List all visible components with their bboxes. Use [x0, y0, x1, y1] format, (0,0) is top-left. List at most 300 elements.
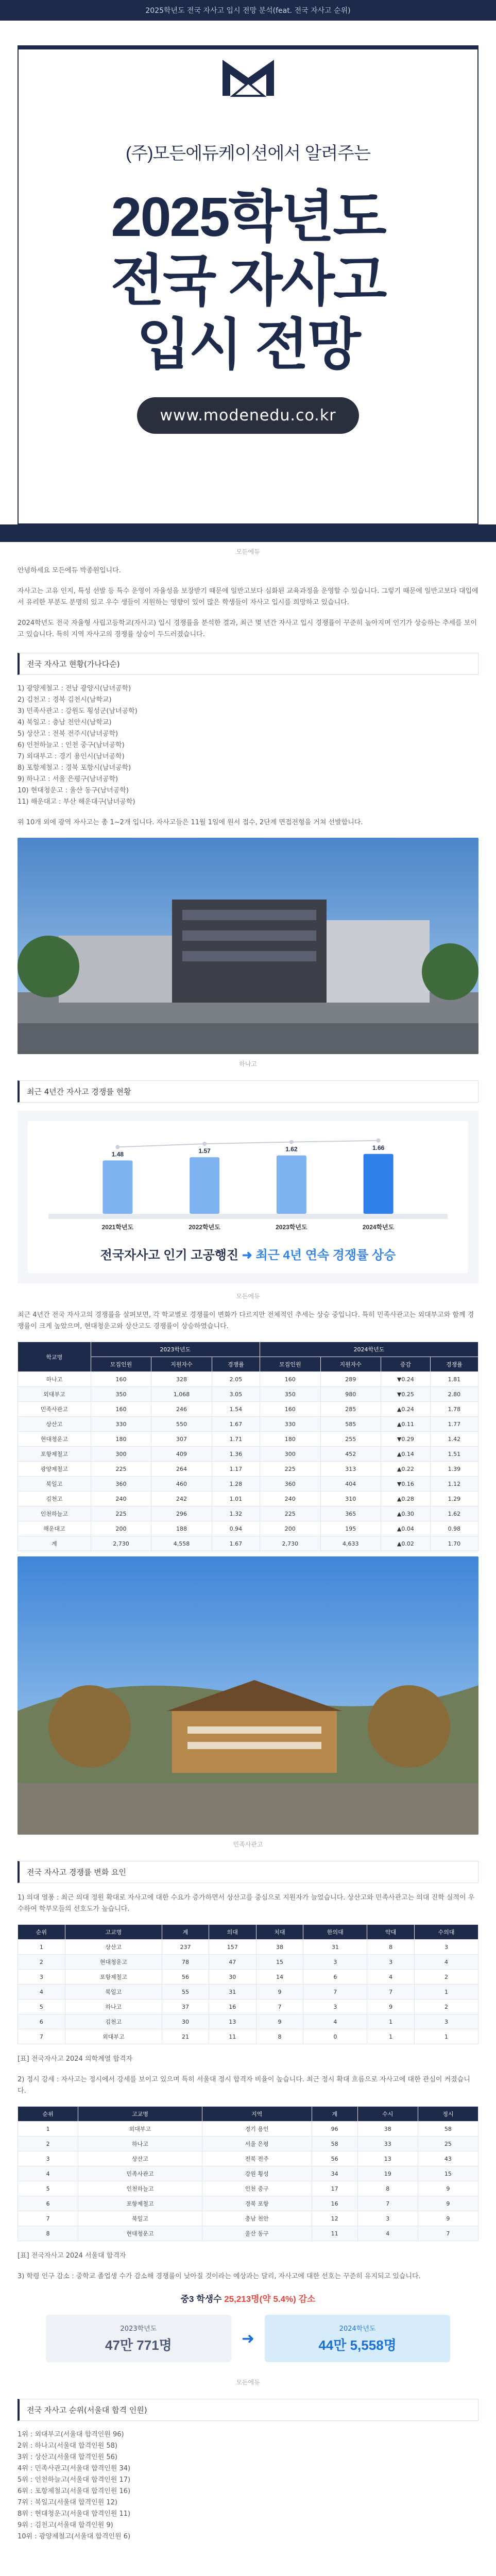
table-cell: ▼0.29 [381, 1432, 431, 1447]
table-header: 한의대 [303, 1925, 367, 1940]
table-header: 고교명 [65, 1925, 162, 1940]
table-cell: 0.94 [212, 1521, 260, 1536]
table-cell: 13 [357, 2151, 418, 2166]
table-cell: 울산 동구 [202, 2226, 312, 2241]
chart-trend-point [202, 1142, 207, 1146]
table-cell: ▲0.28 [381, 1492, 431, 1506]
chart-bar [364, 1154, 394, 1214]
table-cell: 980 [320, 1387, 381, 1402]
chart-caption: 모든에듀 [236, 1293, 260, 1300]
table-cell: 하나고 [65, 1999, 162, 2014]
table-cell: 1.32 [212, 1506, 260, 1521]
table-cell: 30 [209, 1970, 256, 1985]
table-cell: 1.28 [212, 1477, 260, 1492]
table-row [18, 2196, 478, 2211]
intro-greeting: 안녕하세요 모든에듀 박종원입니다. [18, 567, 121, 574]
table-cell: 경북 포항 [202, 2196, 312, 2211]
table-cell: 157 [209, 1940, 256, 1955]
table-cell: 1 [367, 2014, 415, 2029]
table-cell: 9 [256, 2014, 303, 2029]
table-row [18, 2137, 478, 2151]
factor-paragraph-3: 3) 학령 인구 감소 : 중학교 졸업생 수가 감소해 경쟁률이 낮아질 것이라는 예상과는 달리, 자사고에 대한 선호는 꾸준히 유지되고 있습니다. [18, 2273, 421, 2280]
table-cell: 240 [260, 1492, 321, 1506]
table-cell: 17 [312, 2181, 357, 2196]
list-item: 9) 하나고 : 서울 은평구(남녀공학) [18, 775, 118, 783]
table-cell: ▲0.11 [381, 1417, 431, 1432]
table-row [18, 1417, 478, 1432]
competition-bar-chart [28, 1126, 468, 1234]
snu-table-caption: [표] 전국자사고 2024 서울대 합격자 [18, 2252, 126, 2260]
table-group-header: 2024학년도 [260, 1342, 478, 1357]
chart-trend-point [377, 1139, 381, 1143]
chart-headline [28, 1236, 468, 1273]
table-cell: 1.17 [212, 1462, 260, 1477]
table-cell: ▼0.16 [381, 1477, 431, 1492]
table-cell: 47 [209, 1955, 256, 1970]
table-cell: 1.54 [212, 1402, 260, 1417]
table-header: 증감 [381, 1357, 431, 1372]
table-cell: 1 [18, 2122, 78, 2137]
student-count-old [46, 2315, 231, 2362]
table-header: 학교명 [18, 1342, 91, 1372]
table-cell: 현대청운고 [18, 1432, 91, 1447]
chart-headline-arrow: ➜ [242, 1248, 252, 1262]
table-cell: 2 [18, 2137, 78, 2151]
table-cell: 현대청운고 [65, 1955, 162, 1970]
table-cell: 김천고 [18, 1492, 91, 1506]
table-cell: 4,558 [151, 1536, 212, 1551]
table-cell: ▲0.04 [381, 1521, 431, 1536]
table-row [18, 2211, 478, 2226]
table-cell: 2 [415, 1999, 478, 2014]
table-cell: 김천고 [65, 2014, 162, 2029]
table-row [18, 2151, 478, 2166]
table-header: 정시 [418, 2107, 478, 2122]
hero-title [19, 185, 477, 377]
table-cell: 포항제철고 [65, 1970, 162, 1985]
table-cell: 7 [367, 1985, 415, 1999]
competition-table-body [18, 1372, 478, 1551]
table-cell: 330 [91, 1417, 151, 1432]
medical-table-body [18, 1940, 478, 2044]
student-count-compare [18, 2315, 478, 2362]
table-cell: 225 [91, 1462, 151, 1477]
table-cell: 1.67 [212, 1417, 260, 1432]
table-cell: 전북 전주 [202, 2151, 312, 2166]
table-cell: 78 [162, 1955, 209, 1970]
table-cell: 3 [303, 1955, 367, 1970]
table-cell: 인천 중구 [202, 2181, 312, 2196]
table-cell: 460 [151, 1477, 212, 1492]
table-cell: ▲0.02 [381, 1536, 431, 1551]
table-cell: 225 [91, 1506, 151, 1521]
table-cell: 1.29 [430, 1492, 478, 1506]
section1-note: 위 10개 외에 광역 자사고는 총 1~2개 입니다. 자사고들은 11월 1일에 원서 접수, 2단계 면접전형을 거쳐 선발합니다. [18, 819, 363, 826]
school-photo-minsa [18, 1556, 478, 1835]
table-cell: 242 [151, 1492, 212, 1506]
table-cell: 14 [256, 1970, 303, 1985]
hero-frame [18, 45, 478, 524]
chart-category-label: 2022학년도 [189, 1224, 220, 1231]
competition-chart-card [18, 1111, 478, 1283]
chart-data-label: 1.66 [372, 1144, 385, 1151]
table-cell: 계 [18, 1536, 91, 1551]
student-count-new [265, 2315, 450, 2362]
hero-kicker: (주)모든에듀케이션에서 알려주는 [126, 144, 370, 163]
table-cell: 160 [260, 1372, 321, 1387]
table-cell: 충남 천안 [202, 2211, 312, 2226]
table-cell: ▲0.24 [381, 1402, 431, 1417]
school-campus-image [18, 1556, 478, 1835]
table-header: 계 [312, 2107, 357, 2122]
table-header: 순위 [18, 2107, 78, 2122]
table-cell: 1.81 [430, 1372, 478, 1387]
table-cell: 하나고 [78, 2137, 202, 2151]
table-cell: 160 [260, 1402, 321, 1417]
table-row [18, 1462, 478, 1477]
list-item: 5) 상산고 : 전북 전주시(남녀공학) [18, 730, 118, 738]
list-item: 6) 인천하늘고 : 인천 중구(남녀공학) [18, 741, 125, 749]
table-cell: 외대부고 [18, 1387, 91, 1402]
table-cell: 북일고 [78, 2211, 202, 2226]
jumping-students-illustration [18, 2548, 478, 2576]
table-cell: 1.51 [430, 1447, 478, 1462]
table-cell: 225 [260, 1462, 321, 1477]
table-row [18, 1372, 478, 1387]
chart-category-label: 2021학년도 [101, 1224, 134, 1231]
table-cell: 4 [303, 2014, 367, 2029]
list-item: 11) 해운대고 : 부산 해운대구(남녀공학) [18, 798, 135, 806]
table-cell: 3 [18, 1970, 65, 1985]
student-count-accent: 25,213명(약 5.4%) 감소 [224, 2294, 316, 2304]
table-cell: 11 [209, 2029, 256, 2044]
table-cell: 4 [18, 1985, 65, 1999]
section-title-competition: 최근 4년간 자사고 경쟁률 현황 [18, 1080, 478, 1103]
table-cell: 1.77 [430, 1417, 478, 1432]
table-cell: 9 [418, 2211, 478, 2226]
table-row [18, 1506, 478, 1521]
table-cell: 13 [209, 2014, 256, 2029]
table-cell: 8 [18, 2226, 78, 2241]
chart-floor [48, 1214, 448, 1219]
table-cell: ▲0.30 [381, 1506, 431, 1521]
table-row [18, 1999, 478, 2014]
table-cell: 56 [312, 2151, 357, 2166]
school-list [18, 683, 478, 808]
table-cell: 3 [367, 1955, 415, 1970]
table-cell: 310 [320, 1492, 381, 1506]
table-cell: 3 [415, 2014, 478, 2029]
table-row [18, 2166, 478, 2181]
table-header: 의대 [209, 1925, 256, 1940]
section-title-status: 전국 자사고 현황(가나다순) [18, 653, 478, 675]
list-item: 10) 현대청운고 : 울산 동구(남녀공학) [18, 787, 129, 794]
table-cell: 1.39 [430, 1462, 478, 1477]
hero-caption: 모든에듀 [236, 548, 260, 555]
table-cell: 360 [91, 1477, 151, 1492]
table-cell: 북일고 [18, 1477, 91, 1492]
table-header: 지원자수 [151, 1357, 212, 1372]
list-item: 6위 : 포항제철고(서울대 합격인원 16) [18, 2487, 131, 2495]
table-cell: 30 [162, 2014, 209, 2029]
table-cell: 21 [162, 2029, 209, 2044]
stat-number: 47만 771명 [105, 2337, 172, 2353]
table-cell: 민족사관고 [18, 1402, 91, 1417]
table-cell: 1.42 [430, 1432, 478, 1447]
top-title-bar [0, 0, 496, 21]
table-header: 약대 [367, 1925, 415, 1940]
chart-inner [28, 1121, 468, 1273]
table-cell: 4,633 [320, 1536, 381, 1551]
table-header: 지역 [202, 2107, 312, 2122]
table-cell: 409 [151, 1447, 212, 1462]
factor-paragraph-2: 2) 정시 강세 : 자사고는 정시에서 강세를 보이고 있으며 특히 서울대 정시 합격자 비율이 높습니다. 최근 정시 확대 흐름으로 자사고에 대한 관심이 커졌습니다. [18, 2076, 470, 2095]
list-item: 8위 : 현대청운고(서울대 합격인원 11) [18, 2510, 131, 2518]
table-cell: 해운대고 [18, 1521, 91, 1536]
table-row [18, 2226, 478, 2241]
table-cell: 200 [91, 1521, 151, 1536]
table-cell: 인천하늘고 [18, 1506, 91, 1521]
table-cell: 180 [260, 1432, 321, 1447]
table-cell: 160 [91, 1402, 151, 1417]
stat-caption: 모든에듀 [236, 2379, 260, 2386]
table-cell: 1 [367, 2029, 415, 2044]
table-row [18, 2181, 478, 2196]
intro-paragraph-2: 2024학년도 전국 자율형 사립고등학교(자사고) 입시 경쟁률을 분석한 결과, 최근 몇 년간 자사고 입시 경쟁률이 꾸준히 높아지며 인기가 상승하는 추세를 보이고 있습니다. 특히 지역 자사고의 경쟁률 상승이 두드러졌습니다. [18, 619, 477, 638]
table-row [18, 1492, 478, 1506]
table-header: 지원자수 [320, 1357, 381, 1372]
table-cell: 7 [418, 2226, 478, 2241]
list-item: 8) 포항제철고 : 경북 포항시(남녀공학) [18, 764, 131, 772]
chart-trend-point [289, 1140, 294, 1144]
list-item: 9위 : 김천고(서울대 합격인원 9) [18, 2521, 113, 2529]
table-cell: 55 [162, 1985, 209, 1999]
competition-table [18, 1342, 478, 1551]
table-cell: 1.62 [430, 1506, 478, 1521]
table-cell: ▲0.22 [381, 1462, 431, 1477]
table-cell: 0.98 [430, 1521, 478, 1536]
school-photo-hana [18, 838, 478, 1054]
table-cell: 9 [418, 2181, 478, 2196]
table-cell: 외대부고 [78, 2122, 202, 2137]
section-title-ranking: 전국 자사고 순위(서울대 합격 인원) [18, 2399, 478, 2421]
photo-caption-minsa: 민족사관고 [233, 1841, 263, 1848]
table-cell: 2,730 [260, 1536, 321, 1551]
stat-year: 2023학년도 [120, 2325, 157, 2333]
list-item: 1) 광양제철고 : 전남 광양시(남녀공학) [18, 685, 131, 692]
table-cell: 264 [151, 1462, 212, 1477]
table-cell: 19 [357, 2166, 418, 2181]
table-cell: 237 [162, 1940, 209, 1955]
table-cell: 1 [18, 1940, 65, 1955]
snu-table-body [18, 2122, 478, 2241]
table-cell: 43 [418, 2151, 478, 2166]
table-header: 수시 [357, 2107, 418, 2122]
table-cell: 외대부고 [65, 2029, 162, 2044]
table-cell: 1.70 [430, 1536, 478, 1551]
chart-bar [102, 1160, 132, 1214]
table-cell: 300 [91, 1447, 151, 1462]
table-row [18, 1955, 478, 1970]
brand-logo-icon [217, 55, 279, 101]
ranking-list [18, 2429, 478, 2543]
table-cell: 6 [303, 1970, 367, 1985]
table-cell: 1,068 [151, 1387, 212, 1402]
table-cell: 240 [91, 1492, 151, 1506]
table-row [18, 1387, 478, 1402]
table-cell: 8 [256, 2029, 303, 2044]
table-cell: 5 [18, 2181, 78, 2196]
table-cell: 585 [320, 1417, 381, 1432]
table-header: 순위 [18, 1925, 65, 1940]
table-cell: 포항제철고 [18, 1447, 91, 1462]
table-cell: 246 [151, 1402, 212, 1417]
table-cell: 452 [320, 1447, 381, 1462]
table-cell: 1.12 [430, 1477, 478, 1492]
table-cell: 3 [303, 1999, 367, 2014]
table-row [18, 1447, 478, 1462]
table-cell: 1.67 [212, 1536, 260, 1551]
table-header: 모집인원 [91, 1357, 151, 1372]
table-cell: 7 [18, 2029, 65, 2044]
list-item: 7) 외대부고 : 경기 용인시(남녀공학) [18, 753, 125, 760]
table-cell: 7 [18, 2211, 78, 2226]
list-item: 10위 : 광양제철고(서울대 합격인원 6) [18, 2533, 131, 2540]
table-cell: 34 [312, 2166, 357, 2181]
table-cell: 7 [256, 1999, 303, 2014]
table-cell: 33 [357, 2137, 418, 2151]
table-cell: 하나고 [18, 1372, 91, 1387]
list-item: 5위 : 인천하늘고(서울대 합격인원 17) [18, 2476, 131, 2484]
snu-table [18, 2106, 478, 2241]
table-cell: 188 [151, 1521, 212, 1536]
table-cell: ▼0.24 [381, 1372, 431, 1387]
table-row [18, 1970, 478, 1985]
table-header: 모집인원 [260, 1357, 321, 1372]
table-cell: 160 [91, 1372, 151, 1387]
table-cell: 365 [320, 1506, 381, 1521]
table-row [18, 1402, 478, 1417]
table-cell: 1.36 [212, 1447, 260, 1462]
table-cell: 2.80 [430, 1387, 478, 1402]
table-cell: 2,730 [91, 1536, 151, 1551]
table-cell: 296 [151, 1506, 212, 1521]
table-cell: 현대청운고 [78, 2226, 202, 2241]
hero-title-line3: 입시 전망 [136, 313, 360, 376]
list-item: 2) 김천고 : 경북 김천시(남학교) [18, 696, 112, 704]
table-cell: 225 [260, 1506, 321, 1521]
table-cell: 330 [260, 1417, 321, 1432]
table-cell: 37 [162, 1999, 209, 2014]
table-cell: 307 [151, 1432, 212, 1447]
table-cell: 1.78 [430, 1402, 478, 1417]
table-cell: 4 [18, 2166, 78, 2181]
student-count-prefix: 중3 학생수 [180, 2294, 225, 2304]
table-cell: 6 [18, 2014, 65, 2029]
table-cell: 1 [415, 2029, 478, 2044]
hero-url-badge[interactable]: www.modenedu.co.kr [137, 397, 358, 434]
table-cell: 4 [357, 2226, 418, 2241]
intro-paragraph-1: 자사고는 고유 인지, 특성 선발 등 특수 운영이 자율성을 보장받기 때문에 일반고보다 심화된 교육과정을 운영할 수 있습니다. 그렇기 때문에 일반고보다 대입에서 유리한 부분도 분명히 있고 우수 생들이 지원하는 영향이 있어 많은 학생들이 자사고 입시를 희망하고 있습니다. [18, 587, 478, 606]
table-cell: 285 [320, 1402, 381, 1417]
table-cell: 96 [312, 2122, 357, 2137]
table-cell: 4 [367, 1970, 415, 1985]
table-row [18, 2029, 478, 2044]
table-cell: 경기 용인 [202, 2122, 312, 2137]
table-cell: 25 [418, 2137, 478, 2151]
factor-paragraph-1: 1) 의대 열풍 : 최근 의대 정원 확대로 자사고에 대한 수요가 증가하면서 상산고를 중심으로 지원자가 늘었습니다. 상산고와 민족사관고는 의대 진학 실적이 우수하여 학부모들의 선호도가 높습니다. [18, 1894, 475, 1913]
stat-year: 2024학년도 [339, 2325, 376, 2333]
chart-category-label: 2023학년도 [276, 1224, 307, 1231]
table-cell: 상산고 [65, 1940, 162, 1955]
table-cell: 7 [303, 1985, 367, 1999]
table-header: 경쟁률 [212, 1357, 260, 1372]
table-row [18, 1536, 478, 1551]
stat-number: 44만 5,558명 [318, 2337, 397, 2353]
table-row [18, 2122, 478, 2137]
table-cell: 1 [415, 1985, 478, 1999]
section2-paragraph: 최근 4년간 전국 자사고의 경쟁률을 살펴보면, 각 학교별로 경쟁률이 변화가 다르지만 전체적인 추세는 상승 중입니다. 특히 민족사관고는 외대부고와 함께 경쟁률이 크게 높았으며, 현대청운고와 상산고도 경쟁률이 상승하였습니다. [18, 1311, 474, 1330]
table-cell: 58 [312, 2137, 357, 2151]
medical-table [18, 1924, 478, 2044]
table-cell: 11 [312, 2226, 357, 2241]
table-cell: 1.01 [212, 1492, 260, 1506]
list-item: 4위 : 민족사관고(서울대 합격인원 34) [18, 2465, 131, 2472]
table-row [18, 1432, 478, 1447]
table-header: 계 [162, 1925, 209, 1940]
table-cell: 15 [418, 2166, 478, 2181]
table-row [18, 1477, 478, 1492]
school-building-image [18, 838, 478, 1054]
table-cell: 1.71 [212, 1432, 260, 1447]
table-row [18, 1985, 478, 1999]
hero-title-line2: 전국 자사고 [110, 249, 386, 312]
section-title-factors: 전국 자사고 경쟁률 변화 요인 [18, 1861, 478, 1883]
table-cell: 38 [357, 2122, 418, 2137]
table-cell: 300 [260, 1447, 321, 1462]
table-cell: 상산고 [18, 1417, 91, 1432]
table-cell: 350 [260, 1387, 321, 1402]
hero-banner [0, 21, 496, 556]
table-cell: 민족사관고 [78, 2166, 202, 2181]
hero-title-line1: 2025학년도 [111, 185, 385, 248]
top-title-text: 2025학년도 전국 자사고 입시 전망 분석(feat. 전국 자사고 순위) [145, 7, 351, 15]
table-cell: 360 [260, 1477, 321, 1492]
list-item: 4) 북일고 : 충남 천안시(남학교) [18, 719, 112, 726]
table-cell: 200 [260, 1521, 321, 1536]
article-body [0, 565, 496, 2576]
photo-caption-hana: 하나고 [239, 1060, 257, 1067]
table-cell: 9 [367, 1999, 415, 2014]
list-item: 1위 : 외대부고(서울대 합격인원 96) [18, 2431, 124, 2438]
table-header: 고교명 [78, 2107, 202, 2122]
chart-trend-line [117, 1141, 378, 1147]
chart-bar [190, 1157, 219, 1214]
table-cell: 광양제철고 [18, 1462, 91, 1477]
student-count-title [18, 2292, 478, 2304]
list-item: 3위 : 상산고(서울대 합격인원 56) [18, 2453, 118, 2461]
table-cell: 31 [209, 1985, 256, 1999]
chart-bar [277, 1156, 306, 1214]
table-cell: 12 [312, 2211, 357, 2226]
table-cell: 2.05 [212, 1372, 260, 1387]
table-cell: 8 [357, 2181, 418, 2196]
hero-bottom-band [0, 524, 496, 542]
list-item: 3) 민족사관고 : 강원도 횡성군(남녀공학) [18, 707, 138, 715]
chart-trend-point [115, 1145, 119, 1149]
chart-headline-right: 최근 4년 연속 경쟁률 상승 [255, 1248, 396, 1262]
table-cell: 15 [256, 1955, 303, 1970]
